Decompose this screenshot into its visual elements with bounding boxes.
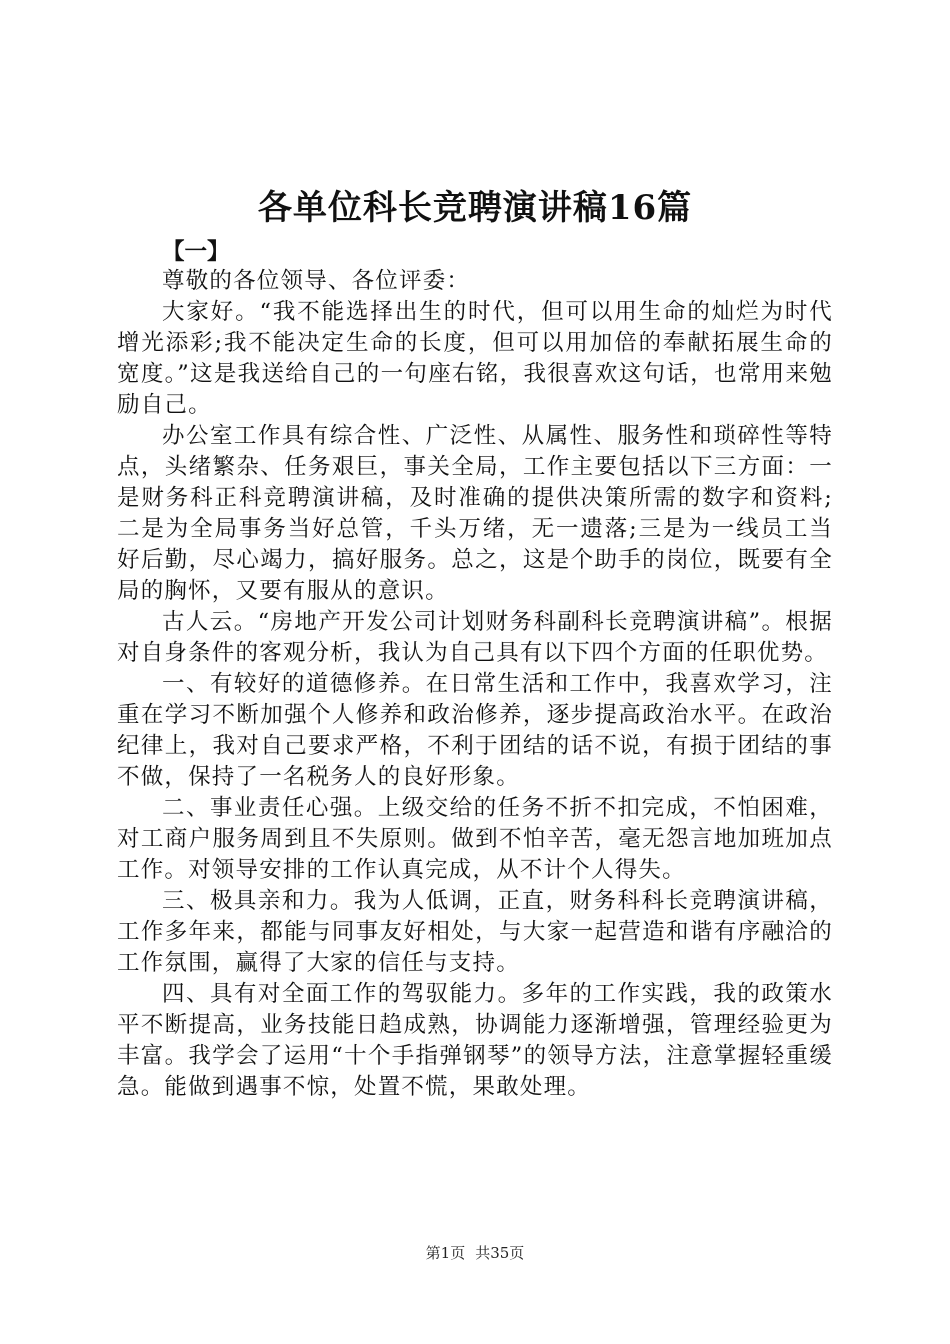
advantage-4-paragraph: 四、具有对全面工作的驾驭能力。多年的工作实践，我的政策水平不断提高，业务技能日趋成熟，协调能力逐渐增强，管理经验更为丰富。我学会了运用“十个手指弹钢琴”的领导方法，注意掌握轻重缓急。能做到遇事不惊，处置不慌，果敢处理。 <box>117 981 833 1100</box>
salutation-paragraph: 尊敬的各位领导、各位评委： <box>162 268 471 294</box>
document-body <box>117 238 833 1103</box>
advantage-1-paragraph: 一、有较好的道德修养。在日常生活和工作中，我喜欢学习，注重在学习不断加强个人修养和政治修养，逐步提高政治水平。在政治纪律上，我对自己要求严格，不利于团结的话不说，有损于团结的事不做，保持了一名税务人的良好形象。 <box>117 671 833 790</box>
office-work-paragraph: 办公室工作具有综合性、广泛性、从属性、服务性和琐碎性等特点，头绪繁杂、任务艰巨，事关全局，工作主要包括以下三方面：一是财务科正科竞聘演讲稿，及时准确的提供决策所需的数字和资料;二是为全局事务当好总管，千头万绪，无一遗落;三是为一线员工当好后勤，尽心竭力，搞好服务。总之，这是个助手的岗位，既要有全局的胸怀，又要有服从的意识。 <box>117 423 833 604</box>
page-number: 第1页 <box>425 1244 466 1262</box>
advantage-3-paragraph: 三、极具亲和力。我为人低调，正直，财务科科长竞聘演讲稿，工作多年来，都能与同事友好相处，与大家一起营造和谐有序融洽的工作氛围，赢得了大家的信任与支持。 <box>117 888 833 976</box>
section-heading: 【一】 <box>162 239 230 265</box>
opening-paragraph: 大家好。“我不能选择出生的时代，但可以用生命的灿烂为时代增光添彩;我不能决定生命的长度，但可以用加倍的奉献拓展生命的宽度。”这是我送给自己的一句座右铭，我很喜欢这句话，也常用来勉励自己。 <box>117 299 833 418</box>
advantage-2-paragraph: 二、事业责任心强。上级交给的任务不折不扣完成，不怕困难，对工商户服务周到且不失原则。做到不怕辛苦，毫无怨言地加班加点工作。对领导安排的工作认真完成，从不计个人得失。 <box>117 795 833 883</box>
page-total: 共35页 <box>475 1244 525 1262</box>
document-title: 各单位科长竞聘演讲稿16篇 <box>257 188 693 228</box>
page-footer <box>0 1243 950 1263</box>
advantages-intro-paragraph: 古人云。“房地产开发公司计划财务科副科长竞聘演讲稿”。根据对自身条件的客观分析，我认为自己具有以下四个方面的任职优势。 <box>117 609 833 666</box>
